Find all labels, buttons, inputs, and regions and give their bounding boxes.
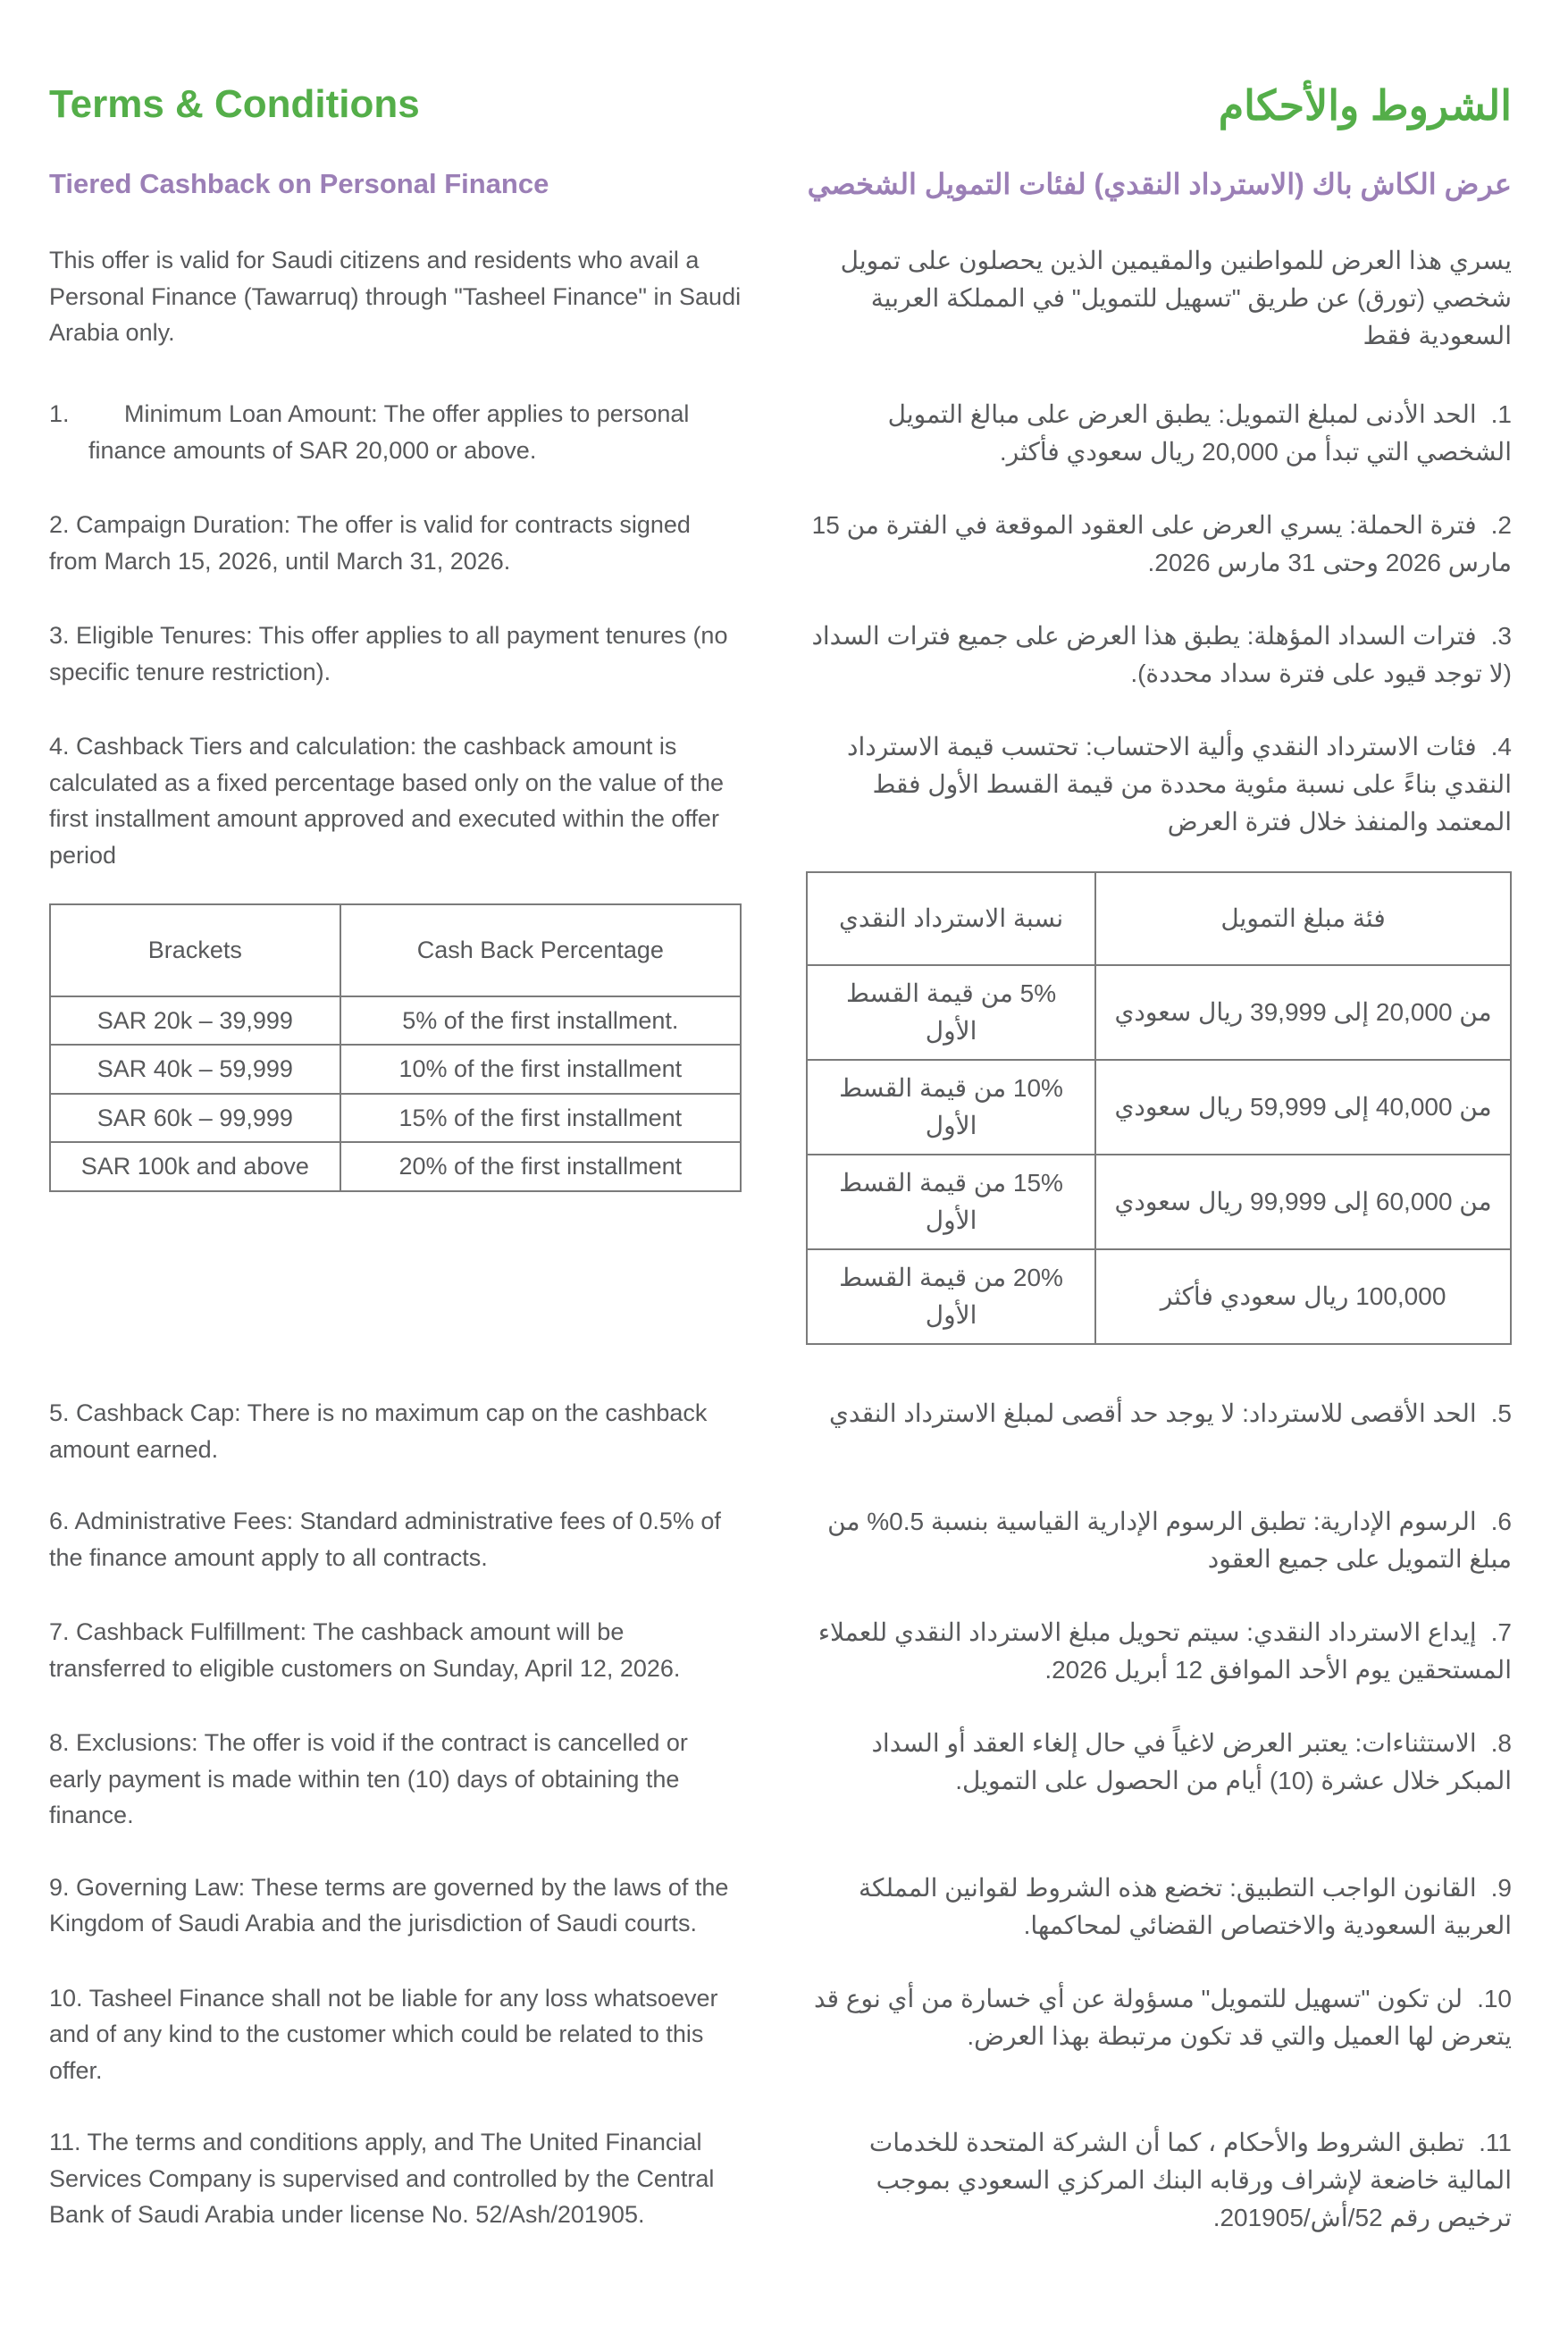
table-cell-bracket: SAR 20k – 39,999 [50, 996, 340, 1046]
table-row [50, 996, 741, 1046]
item-number: 9. [1490, 1873, 1512, 1902]
terms-item-7-en-wrap [49, 1614, 742, 1686]
item-text: فترات السداد المؤهلة: يطبق هذا العرض على جميع فترات السداد (لا توجد قيود على فترة سداد محددة). [811, 622, 1512, 688]
terms-item-5-ar-wrap [806, 1395, 1512, 1432]
item-number: 5. [1490, 1399, 1512, 1428]
table-row [50, 1045, 741, 1094]
table-cell-percentage: 15% من قيمة القسط الأول [807, 1155, 1095, 1249]
table-cell-bracket: SAR 100k and above [50, 1142, 340, 1191]
item-text: Governing Law: These terms are governed by the laws of the Kingdom of Saudi Arabia and the jurisdiction of Saudi courts. [49, 1873, 729, 1937]
terms-item-5-ar [806, 1395, 1512, 1432]
table-header-brackets: Brackets [50, 904, 340, 996]
item-text: فئات الاسترداد النقدي وألية الاحتساب: تحتسب قيمة الاسترداد النقدي بناءً على نسبة مئوية محددة من قيمة القسط الأول فقط المعتمد والمنفذ خلال فترة العرض [847, 733, 1512, 836]
terms-item-row-4 [49, 728, 1512, 1345]
item-number: 9. [49, 1873, 70, 1901]
terms-item-11-ar-wrap [806, 2124, 1512, 2237]
item-number: 5. [49, 1399, 70, 1427]
item-text: إيداع الاسترداد النقدي: سيتم تحويل مبلغ الاسترداد النقدي للعملاء المستحقين يوم الأحد الموافق 12 أبريل 2026. [818, 1618, 1512, 1684]
item-number: 8. [49, 1729, 70, 1757]
terms-item-4-en-wrap [49, 728, 742, 1192]
arabic-column-subtitle [806, 167, 1512, 201]
terms-item-10-en [49, 1980, 742, 2089]
table-cell-bracket: من 60,000 إلى 99,999 ريال سعودي [1095, 1155, 1511, 1249]
terms-item-row-7 [49, 1614, 1512, 1689]
terms-item-row-10 [49, 1980, 1512, 2089]
item-text: الاستثناءات: يعتبر العرض لاغياً في حال إلغاء العقد أو السداد المبكر خلال عشرة (10) أيام من الحصول على التمويل. [871, 1729, 1512, 1795]
terms-item-6-en-wrap [49, 1503, 742, 1575]
table-cell-bracket: من 40,000 إلى 59,999 ريال سعودي [1095, 1060, 1511, 1155]
english-column-subtitle [49, 167, 742, 200]
terms-item-row-3 [49, 618, 1512, 693]
terms-item-1-en [49, 396, 742, 468]
table-cell-percentage: 5% من قيمة القسط الأول [807, 965, 1095, 1060]
item-number: 3. [49, 622, 70, 650]
terms-item-4-ar-wrap [806, 728, 1512, 1345]
terms-item-7-ar-wrap [806, 1614, 1512, 1689]
table-cell-percentage: 10% of the first installment [340, 1045, 741, 1094]
table-row [807, 1155, 1511, 1249]
terms-item-row-6 [49, 1503, 1512, 1578]
item-text: الحد الأدنى لمبلغ التمويل: يطبق العرض على مبالغ التمويل الشخصي التي تبدأ من 20,000 ريال سعودي فأكثر. [887, 400, 1512, 466]
intro-row [49, 242, 1512, 355]
table-cell-percentage: 15% of the first installment [340, 1094, 741, 1143]
item-text: الحد الأقصى للاسترداد: لا يوجد حد أقصى لمبلغ الاسترداد النقدي [828, 1399, 1477, 1428]
terms-item-2-ar-wrap [806, 507, 1512, 582]
item-number: 6. [1490, 1508, 1512, 1536]
terms-item-10-en-wrap [49, 1980, 742, 2089]
offer-subtitle-en: Tiered Cashback on Personal Finance [49, 167, 549, 199]
table-cell-percentage: 5% of the first installment. [340, 996, 741, 1046]
item-number: 7. [49, 1618, 70, 1646]
intro-paragraph-en: This offer is valid for Saudi citizens and residents who avail a Personal Finance (Tawarruq) through "Tasheel Finance" in Saudi Arabia only. [49, 247, 742, 347]
item-number: 2. [49, 511, 70, 539]
terms-item-3-ar [806, 618, 1512, 693]
terms-item-9-ar-wrap [806, 1869, 1512, 1945]
item-text: Eligible Tenures: This offer applies to all payment tenures (no specific tenure restriction). [49, 622, 728, 685]
terms-item-1-ar [806, 396, 1512, 471]
terms-item-2-en [49, 507, 742, 579]
item-number: 1. [1490, 400, 1512, 429]
arabic-column-intro [806, 242, 1512, 355]
table-header-row [807, 872, 1511, 965]
table-cell-bracket: SAR 60k – 99,999 [50, 1094, 340, 1143]
terms-item-2-ar [806, 507, 1512, 582]
title-row [49, 82, 1512, 130]
terms-item-row-2 [49, 507, 1512, 582]
item-text: Minimum Loan Amount: The offer applies to personal finance amounts of SAR 20,000 or above. [88, 400, 690, 464]
table-row [807, 965, 1511, 1060]
terms-item-9-ar [806, 1869, 1512, 1945]
terms-item-6-en [49, 1503, 742, 1575]
table-header-percentage: Cash Back Percentage [340, 904, 741, 996]
item-number: 11. [1479, 2129, 1512, 2157]
terms-item-1-ar-wrap [806, 396, 1512, 471]
table-cell-percentage: 20% من قيمة القسط الأول [807, 1249, 1095, 1344]
item-text: Cashback Fulfillment: The cashback amount will be transferred to eligible customers on Sunday, April 12, 2026. [49, 1618, 681, 1682]
subtitle-row [49, 167, 1512, 201]
terms-item-4-ar [806, 728, 1512, 841]
table-cell-bracket: من 20,000 إلى 39,999 ريال سعودي [1095, 965, 1511, 1060]
item-text: القانون الواجب التطبيق: تخضع هذه الشروط لقوانين المملكة العربية السعودية والاختصاص القضائي لمحاكمها. [858, 1873, 1512, 1939]
table-row [807, 1060, 1511, 1155]
cashback-table-en [49, 903, 742, 1192]
intro-paragraph-ar: يسري هذا العرض للمواطنين والمقيمين الذين يحصلون على تمويل شخصي (تورق) عن طريق "تسهيل للتمويل" في المملكة العربية السعودية فقط [840, 247, 1512, 350]
item-text: الرسوم الإدارية: تطبق الرسوم الإدارية القياسية بنسبة 0.5% من مبلغ التمويل على جميع العقود [827, 1508, 1512, 1574]
terms-item-10-ar-wrap [806, 1980, 1512, 2055]
terms-item-3-ar-wrap [806, 618, 1512, 693]
item-text: Exclusions: The offer is void if the contract is cancelled or early payment is made within ten (10) days of obtaining the finance. [49, 1729, 688, 1829]
table-cell-percentage: 20% of the first installment [340, 1142, 741, 1191]
terms-item-3-en [49, 618, 742, 690]
item-text: فترة الحملة: يسري العرض على العقود الموقعة في الفترة من 15 مارس 2026 وحتى 31 مارس 2026. [811, 511, 1512, 577]
item-number: 6. [49, 1508, 70, 1535]
table-cell-bracket: 100,000 ريال سعودي فأكثر [1095, 1249, 1511, 1344]
item-number: 10. [49, 1984, 83, 2012]
cashback-table-ar [806, 871, 1512, 1345]
terms-item-8-ar [806, 1725, 1512, 1800]
item-text: لن تكون "تسهيل للتمويل" مسؤولة عن أي خسارة من أي نوع قد يتعرض لها العميل والتي قد تكون مرتبطة بهذا العرض. [813, 1984, 1512, 2050]
terms-item-10-ar [806, 1980, 1512, 2055]
page-title-en: Terms & Conditions [49, 82, 420, 126]
item-text: Cashback Cap: There is no maximum cap on the cashback amount earned. [49, 1399, 708, 1463]
item-number: 8. [1490, 1729, 1512, 1758]
table-header-cashback-percentage: نسبة الاسترداد النقدي [807, 872, 1095, 965]
item-number: 4. [1490, 733, 1512, 761]
terms-item-row-8 [49, 1725, 1512, 1834]
table-header-row [50, 904, 741, 996]
terms-item-7-ar [806, 1614, 1512, 1689]
terms-item-4-en [49, 728, 742, 873]
terms-item-9-en-wrap [49, 1869, 742, 1942]
item-text: تطبق الشروط والأحكام ، كما أن الشركة المتحدة للخدمات المالية خاضعة لإشراف ورقابه البنك المركزي السعودي بموجب ترخيص رقم 52/أش/201905. [868, 2129, 1512, 2232]
terms-item-5-en-wrap [49, 1395, 742, 1467]
terms-item-row-1 [49, 396, 1512, 471]
item-text: The terms and conditions apply, and The United Financial Services Company is supervised and controlled by the Central Bank of Saudi Arabia under license No. 52/Ash/201905. [49, 2129, 715, 2229]
terms-item-3-en-wrap [49, 618, 742, 690]
terms-item-5-en [49, 1395, 742, 1467]
table-row [807, 1249, 1511, 1344]
table-cell-bracket: SAR 40k – 59,999 [50, 1045, 340, 1094]
item-number: 7. [1490, 1618, 1512, 1647]
table-header-finance-bracket: فئة مبلغ التمويل [1095, 872, 1511, 965]
table-row [50, 1142, 741, 1191]
english-column-title [49, 82, 742, 128]
page-title-ar: الشروط والأحكام [1218, 82, 1512, 129]
arabic-column-title [806, 82, 1512, 130]
item-number: 11. [49, 2129, 81, 2156]
english-column-intro [49, 242, 742, 351]
item-text: Campaign Duration: The offer is valid for contracts signed from March 15, 2026, until March 31, 2026. [49, 511, 691, 575]
item-number: 2. [1490, 511, 1512, 540]
terms-item-11-ar [806, 2124, 1512, 2237]
item-text: Administrative Fees: Standard administrative fees of 0.5% of the finance amount apply to all contracts. [49, 1508, 721, 1571]
table-cell-percentage: 10% من قيمة القسط الأول [807, 1060, 1095, 1155]
terms-item-7-en [49, 1614, 742, 1686]
terms-item-2-en-wrap [49, 507, 742, 579]
terms-item-row-5 [49, 1395, 1512, 1467]
item-number: 10. [1477, 1984, 1512, 2012]
item-text: Tasheel Finance shall not be liable for any loss whatsoever and of any kind to the customer which could be related to this offer. [49, 1984, 718, 2084]
item-text: Cashback Tiers and calculation: the cashback amount is calculated as a fixed percentage based only on the value of the first installment amount approved and executed within the offer period [49, 733, 725, 869]
item-number: 4. [49, 733, 70, 760]
terms-item-8-ar-wrap [806, 1725, 1512, 1800]
terms-item-9-en [49, 1869, 742, 1942]
terms-item-row-9 [49, 1869, 1512, 1945]
terms-item-row-11 [49, 2124, 1512, 2237]
terms-item-1-en-wrap [49, 396, 742, 468]
terms-item-8-en [49, 1725, 742, 1834]
terms-item-6-ar [806, 1503, 1512, 1578]
terms-item-8-en-wrap [49, 1725, 742, 1834]
item-number: 3. [1490, 622, 1512, 651]
offer-subtitle-ar: عرض الكاش باك (الاسترداد النقدي) لفئات التمويل الشخصي [807, 167, 1512, 200]
terms-item-6-ar-wrap [806, 1503, 1512, 1578]
table-row [50, 1094, 741, 1143]
item-number: 1. [49, 400, 70, 428]
